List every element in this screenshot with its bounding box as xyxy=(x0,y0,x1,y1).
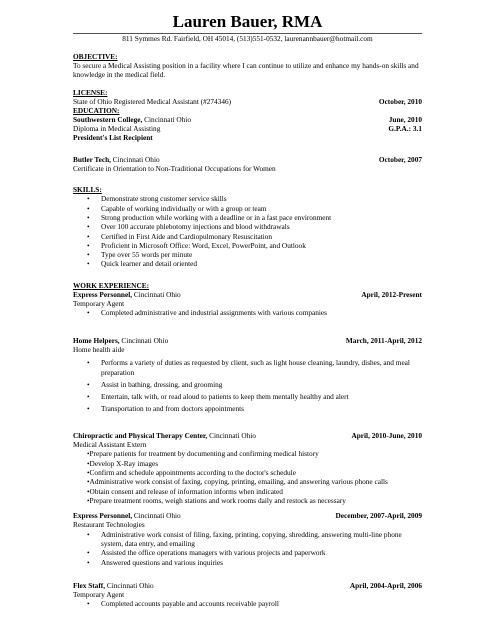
list-item: • Assist in bathing, dressing, and grooming xyxy=(87,379,223,389)
license-line: State of Ohio Registered Medical Assistant (#274346) xyxy=(73,96,232,106)
job-location: Cincinnati Ohio xyxy=(132,511,181,521)
job-header xyxy=(73,290,422,299)
objective-heading: OBJECTIVE: xyxy=(73,52,118,61)
job-dates: April, 2010-June, 2010 xyxy=(351,430,422,440)
education-diploma-row xyxy=(73,124,422,133)
job-title: Temporary Agent xyxy=(73,299,125,309)
bullet-icon: • xyxy=(87,259,90,269)
bullet-icon: • xyxy=(87,358,90,368)
school-location: Cincinnati Ohio xyxy=(142,114,191,124)
job-employer: Chiropractic and Physical Therapy Center, xyxy=(73,430,208,440)
job-header xyxy=(73,431,422,440)
bullet-icon: • xyxy=(87,392,90,402)
list-item: • Type over 55 words per minute xyxy=(87,250,193,260)
job-location: Cincinnati Ohio xyxy=(207,430,256,440)
list-item: • Entertain, talk with, or read aloud to patients to keep them mentally healthy and alert xyxy=(87,392,349,402)
job-title: Temporary Agent xyxy=(73,590,125,600)
job-duties xyxy=(73,308,422,317)
list-item: • Proficient in Microsoft Office: Word, Excel, PowerPoint, and Outlook xyxy=(87,240,306,250)
job-dates: March, 2011-April, 2012 xyxy=(345,335,422,345)
bullet-icon: • xyxy=(87,240,90,250)
bullet-icon: • xyxy=(87,308,90,318)
job-header xyxy=(73,511,422,520)
job-title: Restaurant Technologies xyxy=(73,520,145,530)
bullet-icon: • xyxy=(87,250,90,260)
list-item: • Certified in First Aide and Cardiopulmonary Resuscitation xyxy=(87,231,273,241)
job-header xyxy=(73,336,422,345)
bullet-icon: • xyxy=(87,404,90,414)
list-item: • Completed administrative and industrial assignments with various companies xyxy=(87,308,327,318)
honor: President's List Recipient xyxy=(73,133,153,143)
job-duties xyxy=(73,599,422,608)
license-row xyxy=(73,97,422,106)
license-date: October, 2010 xyxy=(378,96,422,106)
list-item: •Confirm and schedule appointments according to the doctor's schedule xyxy=(87,467,296,477)
list-item: • Capable of working individually or with a group or team xyxy=(87,203,267,213)
list-item: •Prepare treatment rooms, weigh stations and work rooms daily and restock as necessary xyxy=(87,495,346,505)
list-item: • Strong production while working with a deadline or in a fast pace environment xyxy=(87,212,332,222)
candidate-name: Lauren Bauer, RMA xyxy=(172,12,323,31)
bullet-icon: • xyxy=(87,212,90,222)
list-item: • Completed accounts payable and accounts receivable payroll xyxy=(87,599,279,609)
school2-name: Butler Tech, xyxy=(73,154,111,164)
list-item: •Administrative work consist of faxing, copying, printing, emailing, and answering various phone calls xyxy=(87,477,388,487)
skills-list xyxy=(73,194,422,268)
job-employer: Express Personnel, xyxy=(73,289,133,299)
job-duties xyxy=(73,449,422,505)
bullet-icon: • xyxy=(87,222,90,232)
list-item: • Performs a variety of duties as requested by client, such as light house cleaning, laundry, dishes, and meal preparation xyxy=(87,358,410,377)
school-name: Southwestern College, xyxy=(73,114,143,124)
bullet-icon: • xyxy=(87,557,90,567)
job-location: Cincinnati Ohio xyxy=(119,335,169,345)
bullet-icon: • xyxy=(87,379,90,389)
list-item: • Demonstrate strong customer service skills xyxy=(87,194,227,204)
list-item: • Administrative work consist of filing, faxing, printing, copying, shredding, answering multi-line phone system, data entry, and emailing xyxy=(87,529,402,548)
job-location: Cincinnati Ohio xyxy=(105,580,154,590)
education-heading: EDUCATION: xyxy=(73,105,120,115)
job-header xyxy=(73,581,422,590)
list-item: •Develop X-Ray images xyxy=(87,458,159,468)
bullet-icon: • xyxy=(87,599,90,609)
job-duties xyxy=(73,358,422,413)
list-item: • Quick learner and detail oriented xyxy=(87,259,198,269)
school2-date: October, 2007 xyxy=(378,154,422,164)
bullet-icon: • xyxy=(87,203,90,213)
school2-certificate: Certificate in Orientation to Non-Traditional Occupations for Women xyxy=(73,164,276,174)
list-item: • Assisted the office operations managers with various projects and paperwork xyxy=(87,548,326,558)
job-duties xyxy=(73,530,422,567)
school-date: June, 2010 xyxy=(388,114,422,124)
bullet-icon: • xyxy=(87,231,90,241)
education-school2-row xyxy=(73,155,422,164)
list-item: • Over 100 accurate phlebotomy injections and blood withdrawals xyxy=(87,222,290,232)
bullet-icon: • xyxy=(87,529,90,539)
diploma: Diploma in Medical Assisting xyxy=(73,124,161,134)
job-title: Medical Assistant Extern xyxy=(73,440,147,450)
job-dates: December, 2007-April, 2009 xyxy=(335,511,422,521)
job-dates: April, 2012-Present xyxy=(361,289,422,299)
job-dates: April, 2004-April, 2006 xyxy=(349,580,422,590)
license-heading: LICENSE: xyxy=(73,87,108,97)
gpa: G.P.A.: 3.1 xyxy=(388,124,422,134)
work-heading: WORK EXPERIENCE: xyxy=(73,280,150,290)
job-title: Home health aide xyxy=(73,344,125,354)
list-item: •Prepare patients for treatment by documenting and confirming medical history xyxy=(87,449,319,459)
skills-heading: SKILLS: xyxy=(73,185,102,195)
job-employer: Flex Staff, xyxy=(73,580,106,590)
list-item: • Transportation to and from doctors appointments xyxy=(87,404,245,414)
job-location: Cincinnati Ohio xyxy=(132,289,181,299)
list-item: • Answered questions and various inquiries xyxy=(87,557,223,567)
objective-text: To secure a Medical Assisting position in a facility where I can continue to utilize and enhance my hands-on skills and knowledge in the medical field. xyxy=(73,61,419,80)
job-employer: Home Helpers, xyxy=(73,335,120,345)
bullet-icon: • xyxy=(87,548,90,558)
job-employer: Express Personnel, xyxy=(73,511,133,521)
education-school-row xyxy=(73,115,422,124)
contact-line: 811 Symmes Rd. Fairfield, OH 45014, (513)551-0532, laurenannbauer@hotmail.com xyxy=(122,34,373,43)
school2-location: Cincinnati Ohio xyxy=(110,154,160,164)
bullet-icon: • xyxy=(87,194,90,204)
list-item: •Obtain consent and release of information informs when indicated xyxy=(87,486,283,496)
